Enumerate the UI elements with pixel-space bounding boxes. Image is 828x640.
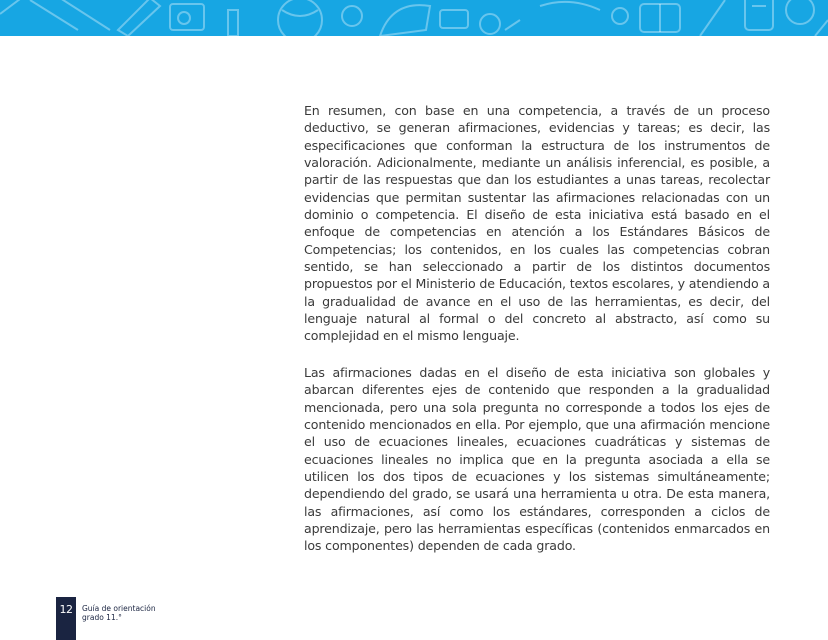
book-icon	[540, 2, 680, 32]
calculator-icon	[700, 0, 828, 36]
footer-title-line-2: grado 11.°	[82, 613, 122, 622]
footer-title	[82, 604, 156, 622]
pencil-icon	[118, 0, 160, 36]
page-number: 12	[56, 597, 76, 640]
lightbulb-icon	[228, 10, 238, 36]
footer-title-line-1: Guía de orientación	[82, 604, 156, 613]
ruler-icon	[0, 0, 110, 30]
microscope-icon	[380, 5, 520, 36]
paragraph-2: Las afirmaciones dadas en el diseño de esta iniciativa son globales y abarcan diferentes ejes de contenido que responden a la gradualidad mencionada, pero una sola pregunta no corresponde a todos los ejes de contenido mencionados en ella. Por ejemplo, que una afirmación mencione el uso de ecuaciones lineales, ecuaciones cuadráticas y sistemas de ecuaciones lineales no implica que en la pregunta asociada a ella se utilicen los dos tipos de ecuaciones y los sistemas simultáneamente; dependiendo del grado, se usará una herramienta u otra. De esta manera, las afirmaciones, así como los estándares, corresponden a ciclos de aprendizaje, pero las herramientas específicas (contenidos enmarcados en los componentes) dependen de cada grado.	[304, 364, 770, 554]
header-banner	[0, 0, 828, 36]
paragraph-1: En resumen, con base en una competencia, a través de un proceso deductivo, se generan afirmaciones, evidencias y tareas; es decir, las especificaciones que conforman la estructura de los instrumentos de valoración. Adicionalmente, mediante un análisis inferencial, es posible, a partir de las respuestas que dan los estudiantes a unas tareas, recolectar evidencias que permitan sustentar las afirmaciones relacionadas con un dominio o competencia. El diseño de esta iniciativa está basado en el enfoque de competencias en atención a los Estándares Básicos de Competencias; los contenidos, en los cuales las competencias cobran sentido, se han seleccionado a partir de los distintos documentos propuestos por el Ministerio de Educación, textos escolares, y atendiendo a la gradualidad de avance en el uso de las herramientas, es decir, del lenguaje natural al formal o del concreto al abstracto, así como su complejidad en el mismo lenguaje.	[304, 103, 770, 344]
main-text	[304, 102, 770, 574]
globe-icon	[278, 0, 362, 36]
banner-decoration	[0, 0, 828, 36]
photo-icon	[170, 4, 204, 30]
